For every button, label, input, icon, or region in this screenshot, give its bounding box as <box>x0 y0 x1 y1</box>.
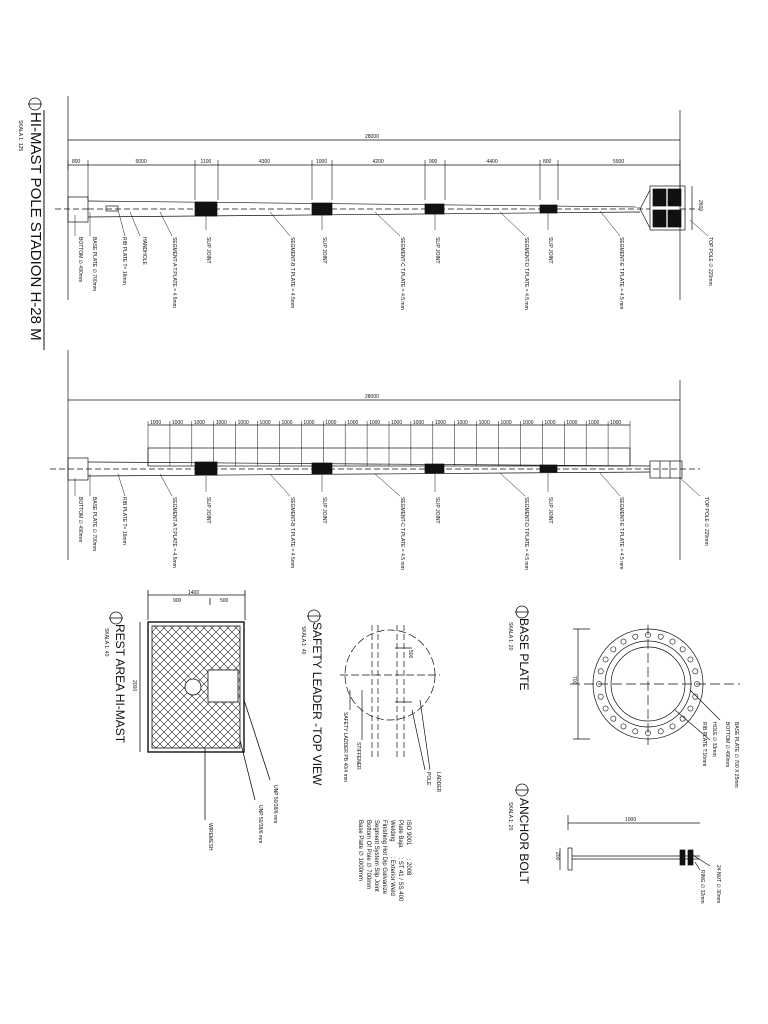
bottom-label: BASE PLATE ∅ 700mm <box>91 497 97 552</box>
ladder-dim: 1000 <box>456 420 468 426</box>
ladder-dim: 1000 <box>237 420 249 426</box>
safety-title: SAFETY LEADER -TOP VIEW <box>310 622 324 786</box>
rest-dim-a: 900 <box>173 598 182 604</box>
anchor-dim-small: 200 <box>554 852 560 861</box>
ladder-dim: 1000 <box>522 420 534 426</box>
rest-label-unp2: UNP 50/38/6 mm <box>257 805 263 844</box>
top-label: BASE PLATE ∅ 700mm <box>91 237 97 292</box>
spec-line: Plate Baja : ST 41 / SS 400 <box>397 820 403 902</box>
rest-area-drawing <box>140 590 270 820</box>
ladder-dim: 1000 <box>150 420 162 426</box>
ladder-dim: 1000 <box>500 420 512 426</box>
anchor-scale: SKALA 1: 20 <box>507 802 513 831</box>
spec-notes <box>356 820 412 901</box>
ladder-dim: 1000 <box>171 420 184 426</box>
bp-label-1: BOTTOM ∅ 490mm <box>724 722 730 768</box>
top-label: BOTTOM ∅ 490mm <box>77 237 83 283</box>
spec-line: ISO 9001 : 2008 <box>405 820 411 876</box>
bottom-label: SLIP JOINT <box>321 497 327 524</box>
top-label: SLIP JOINT <box>321 237 327 264</box>
elevation-top <box>55 96 708 300</box>
dim-overall-top: 28000 <box>365 134 379 140</box>
ladder-dim: 1000 <box>588 420 600 426</box>
rest-dim-total: 1400 <box>188 590 200 596</box>
bottom-label: SLIP JOINT <box>434 497 440 524</box>
anchor-bolt-drawing <box>560 815 710 870</box>
top-label: SLIP JOINT <box>434 237 440 264</box>
top-label: RIB PLATE T= 16mm <box>121 237 127 285</box>
anchor-label-nut: 24 NUT ∅ 30mm <box>715 865 721 904</box>
spec-line: Segment System Slip Joint <box>373 820 379 892</box>
bottom-label: SEGMENT-D T.PLATE = 4.5 mm <box>523 497 529 570</box>
bottom-label: RIB PLATE T= 16mm <box>121 497 127 545</box>
ladder-dim: 1000 <box>434 420 446 426</box>
dim-overall-bottom: 28000 <box>365 394 379 400</box>
dim-segment: 1000 <box>316 159 328 165</box>
top-label: SEGMENT-D T.PLATE = 4.5 mm <box>523 237 529 310</box>
ladder-dim: 1000 <box>193 420 205 426</box>
bp-label-2: HOLE ∅ 33mm <box>711 722 717 757</box>
ladder-dim: 1000 <box>369 420 381 426</box>
rest-dim-side: 2000 <box>131 680 137 692</box>
dim-right-top: 2600 <box>697 200 703 212</box>
top-label: SLIP JOINT <box>205 237 211 264</box>
dim-segment: 4200 <box>372 159 384 165</box>
ladder-dim: 1000 <box>325 420 337 426</box>
ladder-dim: 1000 <box>215 420 227 426</box>
top-label: SLIP JOINT <box>547 237 553 264</box>
base-plate-scale: SKALA 1: 20 <box>507 622 513 651</box>
dim-segment: 900 <box>429 159 438 165</box>
safety-label-ladder: LADDER <box>435 772 441 793</box>
safety-label-pole: POLE <box>425 772 431 786</box>
anchor-label-ring: RING ∅ 32mm <box>699 870 705 904</box>
dim-segment: 1100 <box>200 159 212 165</box>
ladder-dim: 1000 <box>610 420 622 426</box>
top-label: SEGMENT-B T.PLATE = 4.5mm <box>289 237 295 309</box>
dim-segment: 4400 <box>486 159 498 165</box>
ladder-dim: 1000 <box>391 420 403 426</box>
elevation-bottom <box>50 350 700 560</box>
main-scale: SKALA 1: 125 <box>17 120 23 152</box>
bottom-label: BOTTOM ∅ 490mm <box>77 497 83 543</box>
top-label: TOP POLE ∅ 220mm <box>707 237 713 286</box>
spec-line: Base Plate ∅ 1000mm <box>357 820 363 881</box>
ladder-dim: 1000 <box>478 420 490 426</box>
bottom-label: SLIP JOINT <box>547 497 553 524</box>
rest-area-title: REST AREA HI-MAST <box>113 624 127 744</box>
safety-scale: SKALA 1: 40 <box>300 626 306 655</box>
dim-segment: 5500 <box>613 159 625 165</box>
safety-dim: 500 <box>407 650 413 659</box>
anchor-dim-len: 1000 <box>625 817 637 823</box>
rest-area-scale: SKALA 1: 40 <box>103 628 109 657</box>
bottom-label: TOP POLE ∅ 220mm <box>703 497 709 546</box>
bottom-label: SEGMENT-B T.PLATE = 4.5mm <box>289 497 295 569</box>
safety-label-stiffener: STIFFENER <box>355 742 361 770</box>
dim-segment: 800 <box>543 159 552 165</box>
base-plate-dim: 700 <box>571 676 577 685</box>
dim-segment: 4300 <box>259 159 271 165</box>
safety-label-ladder-pb: SAFETY LADDER PB 40/4 mm <box>342 712 348 782</box>
base-plate-title: BASE PLATE <box>517 618 531 691</box>
ladder-dim: 1000 <box>566 420 578 426</box>
bottom-label: SLIP JOINT <box>205 497 211 524</box>
spec-line: Welding : Exterior Weld <box>389 820 395 896</box>
ladder-dim: 1000 <box>303 420 315 426</box>
bottom-label: SEGMENT-A T.PLATE = 4.5mm <box>171 497 177 568</box>
ladder-dim: 1000 <box>544 420 556 426</box>
spec-line: Finishing Hot Dip Galvanize <box>381 820 387 895</box>
top-label: SEGMENT-A T.PLATE = 4.5mm <box>171 237 177 308</box>
anchor-title: ANCHOR BOLT <box>517 798 531 884</box>
dim-segment: 5000 <box>135 159 147 165</box>
rest-label-unp1: UNP 50/38/6 mm <box>272 785 278 824</box>
bp-label-0: BASE PLATE ∅ 700 X 25mm <box>733 722 739 788</box>
rest-label-wiremesh: WIREMESH <box>207 823 213 851</box>
dim-segment: 800 <box>72 159 81 165</box>
top-label: SEGMENT-E T.PLATE = 4.5 mm <box>618 237 624 310</box>
bottom-label: SEGMENT-C T.PLATE = 4.5 mm <box>399 497 405 570</box>
bp-label-3: RIB PLATE T:16mm <box>701 722 707 767</box>
rest-dim-b: 500 <box>220 598 229 604</box>
ladder-dim: 1000 <box>347 420 359 426</box>
ladder-dim: 1000 <box>259 420 271 426</box>
ladder-dim: 1000 <box>412 420 425 426</box>
section-markers <box>28 98 529 796</box>
spec-line: Bottom Of Pole ∅ 700mm <box>365 820 371 890</box>
top-label: HANDHOLE <box>141 237 147 265</box>
top-label: SEGMENT-C T.PLATE = 4.5 mm <box>399 237 405 310</box>
main-title: HI-MAST POLE STADION H-28 M <box>27 112 44 341</box>
ladder-dim: 1000 <box>281 420 293 426</box>
bottom-label: SEGMENT-E T.PLATE = 4.5 mm <box>618 497 624 570</box>
